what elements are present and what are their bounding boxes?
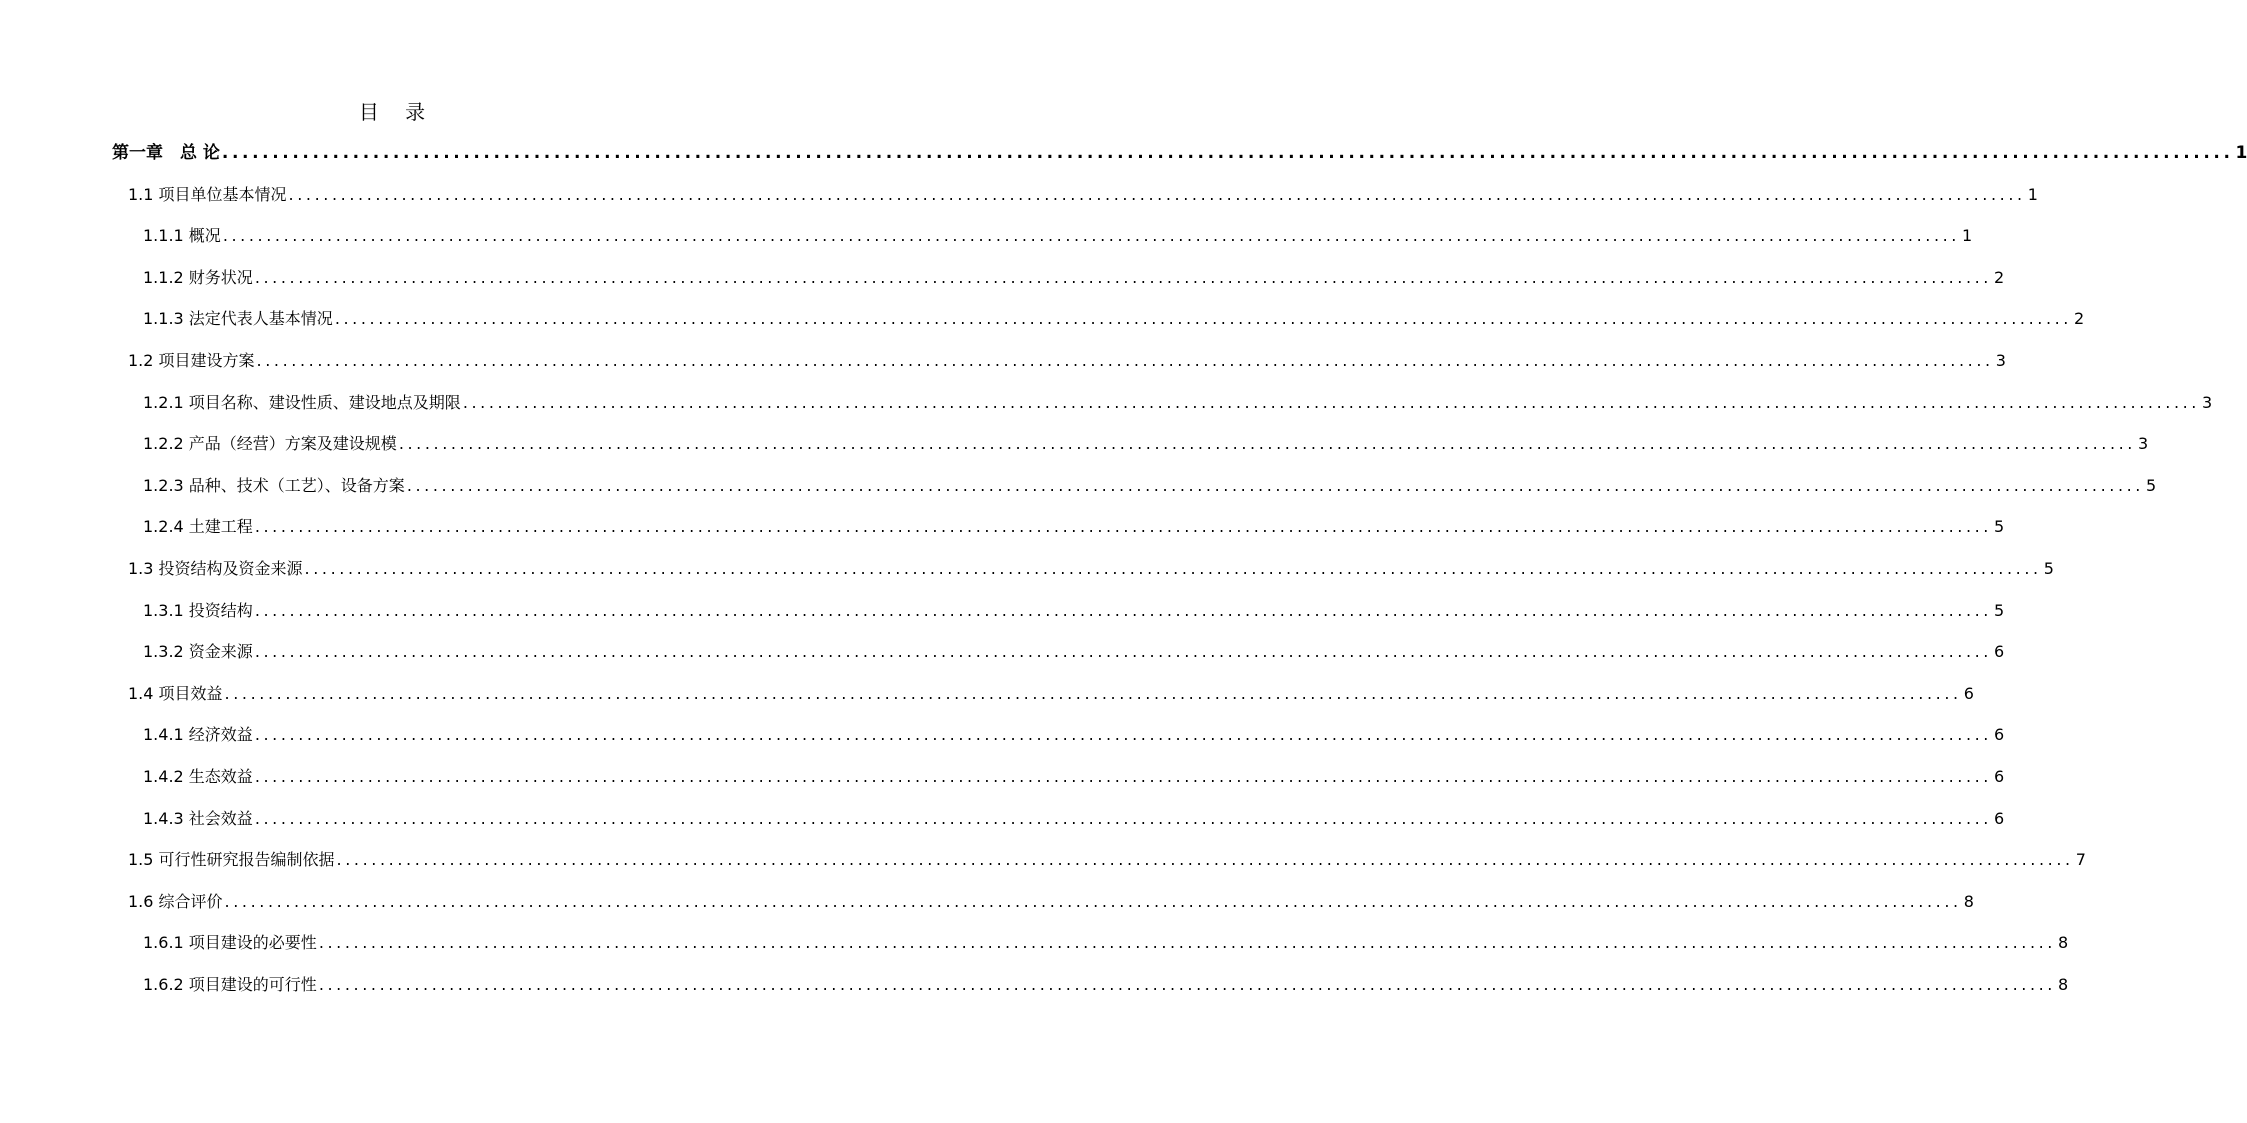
toc-page-number: 5	[2146, 475, 2157, 495]
toc-leader-dots: ........................................................................................................................................................................................................	[406, 475, 2144, 495]
toc-entry-label: 1.6.1 项目建设的必要性	[143, 933, 317, 953]
toc-leader-dots: ........................................................................................................................................................................................................	[254, 725, 1992, 745]
toc-page-number: 8	[2058, 975, 2069, 994]
toc-entry[interactable]	[143, 433, 2149, 455]
toc-entry[interactable]	[128, 891, 1974, 913]
toc-page-number: 5	[1994, 600, 2005, 620]
toc-page-number: 6	[1994, 642, 2005, 662]
toc-entry[interactable]	[143, 641, 2005, 663]
toc-entry[interactable]	[143, 225, 1973, 247]
toc-entry-label: 1.1.1 概况	[143, 226, 221, 246]
toc-leader-dots: ........................................................................................................................................................................................................	[221, 143, 2234, 163]
toc-entry[interactable]	[143, 267, 2005, 289]
toc-page-number: 6	[1963, 683, 1974, 703]
toc-leader-dots: ........................................................................................................................................................................................................	[334, 309, 2072, 329]
toc-entry[interactable]	[128, 350, 2006, 372]
toc-leader-dots: ........................................................................................................................................................................................................	[224, 683, 1962, 703]
toc-page-number: 6	[1994, 767, 2005, 786]
toc-page-number: 6	[1994, 725, 2005, 745]
toc-leader-dots: ........................................................................................................................................................................................................	[256, 351, 1994, 370]
toc-entry-label: 1.4.1 经济效益	[143, 725, 253, 745]
toc-leader-dots: ........................................................................................................................................................................................................	[254, 808, 1992, 828]
toc-page-number: 7	[2075, 850, 2086, 870]
toc-page-number: 1	[1962, 226, 1973, 246]
toc-entry-label: 1.1 项目单位基本情况	[128, 184, 287, 204]
toc-entry-label: 1.2.1 项目名称、建设性质、建设地点及期限	[143, 392, 461, 412]
toc-entry-label: 1.1.3 法定代表人基本情况	[143, 309, 333, 329]
toc-page-number: 8	[2058, 933, 2069, 953]
toc-entry-label: 1.6.2 项目建设的可行性	[143, 975, 317, 994]
toc-leader-dots: ........................................................................................................................................................................................................	[224, 891, 1962, 911]
toc-entry[interactable]	[143, 808, 2005, 830]
toc-entry-label: 第一章 总 论	[112, 143, 220, 163]
toc-entry-label: 1.3.1 投资结构	[143, 600, 253, 620]
toc-entry[interactable]	[128, 849, 2086, 871]
toc-entry-label: 1.5 可行性研究报告编制依据	[128, 850, 335, 870]
toc-page-number: 5	[1994, 517, 2005, 537]
toc-entry[interactable]	[143, 724, 2005, 746]
toc-entry-label: 1.2.3 品种、技术（工艺）、设备方案	[143, 475, 405, 495]
toc-entry-label: 1.2.4 土建工程	[143, 517, 253, 537]
toc-page-number: 8	[1963, 891, 1974, 911]
toc-page-number: 3	[1995, 351, 2006, 370]
toc-entry-label: 1.3.2 资金来源	[143, 642, 253, 662]
toc-entry[interactable]	[128, 683, 1974, 705]
toc-entry-label: 1.2 项目建设方案	[128, 351, 255, 370]
toc-title: 目 录	[358, 100, 436, 124]
toc-page-number: 2	[1994, 267, 2005, 287]
toc-page-number: 3	[2202, 392, 2213, 412]
toc-leader-dots: ........................................................................................................................................................................................................	[318, 975, 2056, 994]
toc-entry-label: 1.3 投资结构及资金来源	[128, 559, 303, 578]
toc-entry[interactable]	[143, 475, 2157, 497]
toc-leader-dots: ........................................................................................................................................................................................................	[462, 392, 2200, 412]
toc-page-number: 6	[1994, 808, 2005, 828]
toc-entry[interactable]	[143, 516, 2005, 538]
toc-entry[interactable]	[143, 974, 2069, 996]
toc-entry[interactable]	[143, 308, 2085, 330]
toc-page-number: 2	[2074, 309, 2085, 329]
toc-leader-dots: ........................................................................................................................................................................................................	[254, 600, 1992, 620]
toc-leader-dots: ........................................................................................................................................................................................................	[222, 226, 1960, 246]
toc-entry-label: 1.4.3 社会效益	[143, 808, 253, 828]
toc-entry[interactable]	[143, 932, 2069, 954]
toc-entry-label: 1.4.2 生态效益	[143, 767, 253, 786]
toc-entry[interactable]	[128, 184, 2038, 206]
toc-entry-label: 1.1.2 财务状况	[143, 267, 253, 287]
toc-leader-dots: ........................................................................................................................................................................................................	[304, 559, 2042, 578]
toc-entry-label: 1.6 综合评价	[128, 891, 223, 911]
toc-entry[interactable]	[128, 558, 2054, 580]
toc-entry[interactable]	[112, 142, 2247, 164]
toc-entry[interactable]	[143, 600, 2005, 622]
toc-page-number: 5	[2043, 559, 2054, 578]
toc-page-number: 3	[2138, 434, 2149, 454]
toc-entry[interactable]	[143, 392, 2213, 414]
toc-page-number: 1	[2235, 143, 2247, 163]
toc-entry[interactable]	[143, 766, 2005, 788]
toc-page-number: 1	[2027, 184, 2038, 204]
toc-leader-dots: ........................................................................................................................................................................................................	[254, 767, 1992, 786]
toc-leader-dots: ........................................................................................................................................................................................................	[318, 933, 2056, 953]
toc-entry-label: 1.4 项目效益	[128, 683, 223, 703]
toc-leader-dots: ........................................................................................................................................................................................................	[254, 642, 1992, 662]
toc-leader-dots: ........................................................................................................................................................................................................	[254, 517, 1992, 537]
toc-leader-dots: ........................................................................................................................................................................................................	[288, 184, 2026, 204]
toc-leader-dots: ........................................................................................................................................................................................................	[398, 434, 2136, 454]
toc-leader-dots: ........................................................................................................................................................................................................	[254, 267, 1992, 287]
toc-leader-dots: ........................................................................................................................................................................................................	[336, 850, 2074, 870]
toc-entry-label: 1.2.2 产品（经营）方案及建设规模	[143, 434, 397, 454]
